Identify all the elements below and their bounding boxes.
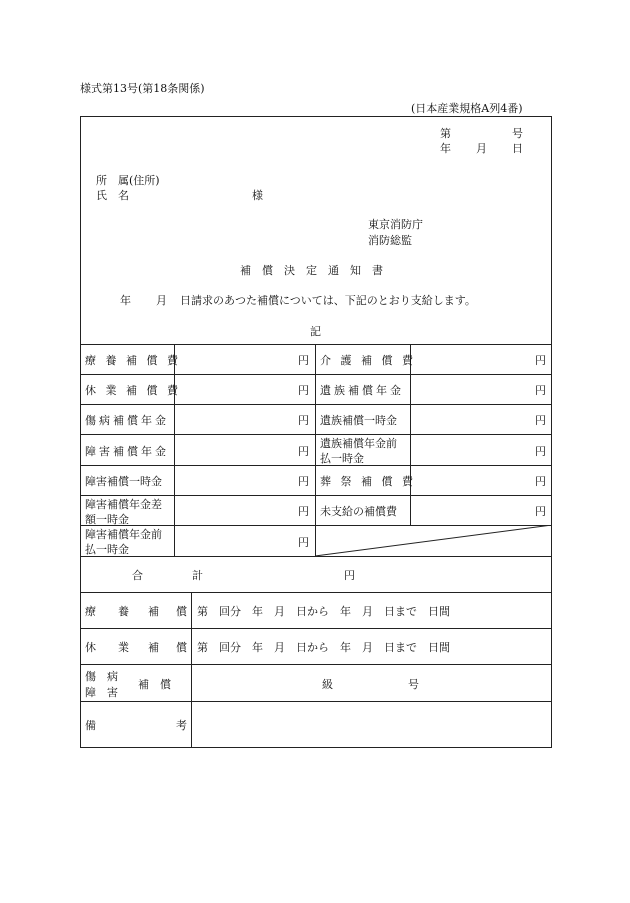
body-month: 月 [156, 294, 167, 307]
izoku-ichijikin-label: 遺族補償一時金 [320, 414, 397, 427]
ryoyo-label-4: 償 [176, 605, 187, 618]
form-number: 様式第13号(第18条関係) [80, 82, 205, 95]
shogai-maebarai-label-line1: 障害補償年金前 [85, 528, 162, 541]
grid-line [174, 344, 175, 556]
yen-unit: 円 [535, 505, 546, 518]
paper-size-note: (日本産業規格A列4番) [411, 102, 523, 115]
total-label-go: 合 [132, 569, 143, 582]
kyugyo-label-4: 償 [176, 641, 187, 654]
shogai-label: 障 害 [85, 686, 118, 699]
dai-label: 第 [440, 127, 451, 140]
grid-line [410, 344, 411, 525]
yen-unit: 円 [298, 414, 309, 427]
kyugyo-hoshohi-label: 休 業 補 償 費 [85, 384, 181, 397]
grid-line [80, 404, 552, 405]
hosho-label: 補 償 [138, 678, 171, 691]
document-title: 補 償 決 定 通 知 書 [240, 264, 383, 277]
yen-unit: 円 [535, 414, 546, 427]
ki-label: 記 [310, 325, 321, 338]
ryoyo-label-2: 養 [118, 605, 129, 618]
diagonal-strike [315, 525, 552, 556]
biko-label-2: 考 [176, 719, 187, 732]
kaigo-hoshohi-label: 介 護 補 償 費 [320, 354, 416, 367]
izoku-maebarai-label-line1: 遺族補償年金前 [320, 437, 397, 450]
izoku-maebarai-label-line2: 払一時金 [320, 452, 364, 465]
sosai-hoshohi-label: 葬 祭 補 償 費 [320, 475, 416, 488]
total-label-kei: 計 [192, 569, 203, 582]
shogai-sagaku-label-line2: 額一時金 [85, 513, 129, 526]
shobyo-label: 傷 病 [85, 670, 118, 683]
grid-line [80, 434, 552, 435]
yen-unit: 円 [298, 354, 309, 367]
yen-unit: 円 [298, 536, 309, 549]
yen-unit: 円 [298, 475, 309, 488]
affiliation-label: 所 属(住所) [96, 174, 160, 187]
grid-line [80, 701, 552, 702]
go-grade-label: 号 [408, 678, 419, 691]
shobyo-nenkin-label: 傷病補償年金 [85, 414, 169, 427]
year-label: 年 [440, 142, 451, 155]
grid-line [191, 592, 192, 748]
issuer-title: 消防総監 [368, 234, 412, 247]
yen-unit: 円 [535, 475, 546, 488]
shogai-maebarai-label-line2: 払一時金 [85, 543, 129, 556]
name-label: 氏 名 [96, 189, 129, 202]
grid-line [80, 344, 552, 345]
shogai-nenkin-label: 障害補償年金 [85, 445, 169, 458]
ryoyo-period: 第 回分 年 月 日から 年 月 日まで 日間 [197, 605, 450, 618]
grid-line [80, 628, 552, 629]
total-yen: 円 [344, 569, 355, 582]
grid-line [80, 465, 552, 466]
grid-line [80, 592, 552, 593]
ryoyo-label-3: 補 [148, 605, 159, 618]
yen-unit: 円 [298, 505, 309, 518]
grid-line [80, 664, 552, 665]
yen-unit: 円 [535, 445, 546, 458]
mishikyu-hoshohi-label: 未支給の補償費 [320, 505, 397, 518]
grid-line [80, 374, 552, 375]
day-label: 日 [512, 142, 523, 155]
go-label: 号 [512, 127, 523, 140]
shogai-ichijikin-label: 障害補償一時金 [85, 475, 162, 488]
sama-label: 様 [252, 189, 263, 202]
kyugyo-label-1: 休 [85, 641, 96, 654]
biko-label-1: 備 [85, 719, 96, 732]
kyugyo-label-3: 補 [148, 641, 159, 654]
yen-unit: 円 [298, 384, 309, 397]
kyugyo-label-2: 業 [118, 641, 129, 654]
kyugyo-period: 第 回分 年 月 日から 年 月 日まで 日間 [197, 641, 450, 654]
kyu-label: 級 [322, 678, 333, 691]
yen-unit: 円 [535, 354, 546, 367]
body-text: 日請求のあつた補償については、下記のとおり支給します。 [180, 294, 476, 307]
shogai-sagaku-label-line1: 障害補償年金差 [85, 498, 162, 511]
izoku-nenkin-label: 遺族補償年金 [320, 384, 404, 397]
ryoyo-label-1: 療 [85, 605, 96, 618]
month-label: 月 [476, 142, 487, 155]
body-year: 年 [120, 294, 131, 307]
yen-unit: 円 [298, 445, 309, 458]
yen-unit: 円 [535, 384, 546, 397]
issuer-org: 東京消防庁 [368, 218, 423, 231]
ryoyo-hoshohi-label: 療 養 補 償 費 [85, 354, 181, 367]
grid-line [80, 556, 552, 557]
